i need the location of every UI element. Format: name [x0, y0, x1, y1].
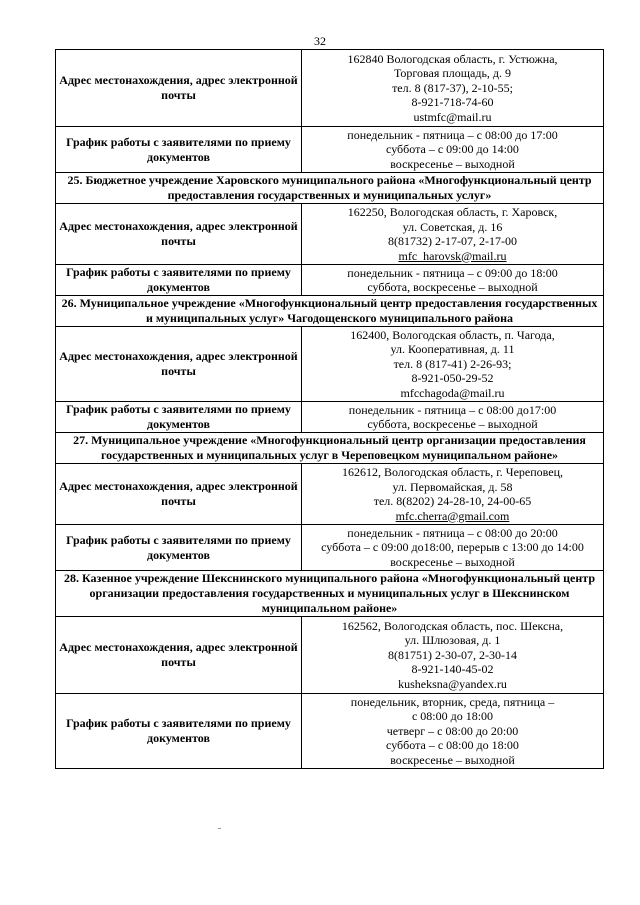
schedule-value — [302, 127, 604, 173]
email-line: mfc_harovsk@mail.ru — [398, 248, 507, 263]
table-row — [56, 327, 604, 402]
address-value — [302, 50, 604, 127]
address-value — [302, 464, 604, 525]
scan-speck — [218, 828, 221, 829]
address-line: Торговая площадь, д. 9 — [393, 66, 512, 81]
address-label: Адрес местонахождения, адрес электронной почты — [56, 204, 302, 265]
address-line: 162612, Вологодская область, г. Череповец, — [342, 465, 563, 479]
schedule-value — [302, 525, 604, 571]
schedule-line: воскресенье – выходной — [390, 156, 515, 171]
section-heading-row — [56, 571, 604, 617]
address-line: 162840 Вологодская область, г. Устюжна, — [347, 51, 558, 66]
schedule-label: График работы с заявителями по приему документов — [56, 525, 302, 571]
table-row — [56, 50, 604, 127]
schedule-line: понедельник - пятница – с 09:00 до 18:00 — [347, 265, 558, 280]
address-line: ул. Советская, д. 16 — [402, 219, 503, 234]
schedule-line: суббота, воскресенье – выходной — [367, 417, 538, 431]
table-row — [56, 525, 604, 571]
schedule-label: График работы с заявителями по приему документов — [56, 694, 302, 769]
phone-line: тел. 8(8202) 24-28-10, 24-00-65 — [373, 494, 532, 508]
phone-line: 8-921-718-74-60 — [411, 95, 494, 110]
address-label: Адрес местонахождения, адрес электронной почты — [56, 50, 302, 127]
schedule-line: понедельник - пятница – с 08:00 до17:00 — [348, 402, 557, 417]
email-line: kusheksna@yandex.ru — [398, 676, 507, 691]
section-heading: 26. Муниципальное учреждение «Многофункциональный центр предоставления государственных и муниципальных услуг» Чагодощенского муниципального района — [56, 296, 604, 327]
email-line: mfc.cherra@gmail.com — [395, 508, 510, 523]
schedule-line: понедельник - пятница – с 08:00 до 17:00 — [347, 127, 558, 142]
address-label: Адрес местонахождения, адрес электронной почты — [56, 464, 302, 525]
schedule-value — [302, 265, 604, 296]
email-line: ustmfc@mail.ru — [413, 109, 492, 124]
table-row — [56, 617, 604, 694]
schedule-line: воскресенье – выходной — [390, 554, 515, 569]
address-line: ул. Первомайская, д. 58 — [392, 479, 513, 494]
email-line: mfcchagoda@mail.ru — [400, 385, 505, 400]
table-row — [56, 127, 604, 173]
schedule-line: суббота – с 09:00 до18:00, перерыв с 13:00 до 14:00 — [321, 540, 584, 555]
schedule-line: суббота – с 08:00 до 18:00 — [386, 738, 519, 753]
phone-line: тел. 8 (817-41) 2-26-93; — [393, 356, 512, 371]
table-row — [56, 464, 604, 525]
schedule-value — [302, 694, 604, 769]
schedule-value — [302, 402, 604, 433]
section-heading-row — [56, 433, 604, 464]
phone-line: 8-921-140-45-02 — [411, 662, 494, 677]
address-value — [302, 327, 604, 402]
table-row — [56, 402, 604, 433]
schedule-line: четверг – с 08:00 до 20:00 — [386, 723, 519, 738]
schedule-line: воскресенье – выходной — [390, 752, 515, 767]
address-value — [302, 204, 604, 265]
section-heading: 28. Казенное учреждение Шекснинского муниципального района «Многофункциональный центр организации предоставления государственных и муниципальных услуг в Шекснинском муниципальном районе» — [56, 571, 604, 617]
address-label: Адрес местонахождения, адрес электронной почты — [56, 327, 302, 402]
phone-line: 8-921-050-29-52 — [411, 371, 494, 386]
address-line: ул. Шлюзовая, д. 1 — [404, 633, 501, 648]
schedule-line: понедельник, вторник, среда, пятница – — [350, 694, 555, 709]
mfc-directory-table — [55, 49, 604, 769]
schedule-line: с 08:00 до 18:00 — [411, 709, 494, 724]
page-number: 32 — [314, 34, 326, 48]
phone-line: 8(81751) 2-30-07, 2-30-14 — [388, 647, 517, 662]
address-value — [302, 617, 604, 694]
section-heading: 27. Муниципальное учреждение «Многофункциональный центр организации предоставления государственных и муниципальных услуг в Череповецком муниципальном районе» — [56, 433, 604, 464]
schedule-line: понедельник - пятница – с 08:00 до 20:00 — [347, 525, 558, 540]
schedule-label: График работы с заявителями по приему документов — [56, 265, 302, 296]
address-line: 162400, Вологодская область, п. Чагода, — [350, 327, 555, 342]
section-heading-row — [56, 296, 604, 327]
table-row — [56, 204, 604, 265]
table-row — [56, 265, 604, 296]
schedule-label: График работы с заявителями по приему документов — [56, 402, 302, 433]
section-heading: 25. Бюджетное учреждение Харовского муниципального района «Многофункциональный центр предоставления государственных и муниципальных услуг» — [56, 173, 604, 204]
address-label: Адрес местонахождения, адрес электронной почты — [56, 617, 302, 694]
address-line: 162562, Вологодская область, пос. Шексна, — [341, 618, 564, 633]
schedule-label: График работы с заявителями по приему документов — [56, 127, 302, 173]
section-heading-row — [56, 173, 604, 204]
table-row — [56, 694, 604, 769]
schedule-line: суббота – с 09:00 до 14:00 — [386, 142, 519, 157]
schedule-line: суббота, воскресенье – выходной — [367, 280, 538, 294]
address-line: ул. Кооперативная, д. 11 — [390, 342, 515, 357]
phone-line: 8(81732) 2-17-07, 2-17-00 — [388, 234, 517, 248]
address-line: 162250, Вологодская область, г. Харовск, — [347, 205, 558, 219]
phone-line: тел. 8 (817-37), 2-10-55; — [392, 80, 513, 95]
